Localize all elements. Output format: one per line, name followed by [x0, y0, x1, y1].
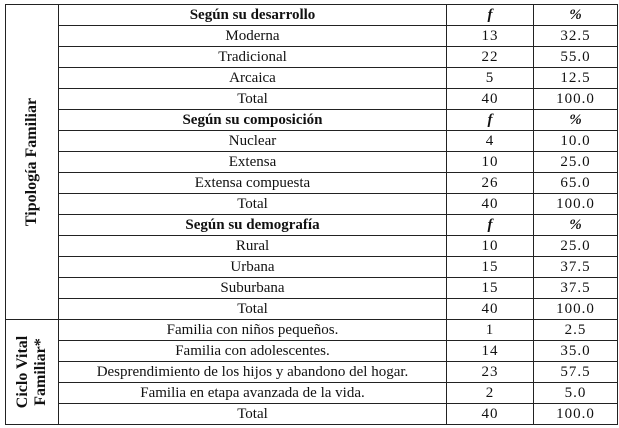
section-header-row	[6, 215, 618, 236]
row-percent: 32.5	[534, 26, 618, 47]
table-row	[6, 257, 618, 278]
row-label: Tradicional	[59, 47, 447, 68]
table-row	[6, 278, 618, 299]
table-row	[6, 320, 618, 341]
row-percent: 57.5	[534, 362, 618, 383]
row-percent: 25.0	[534, 236, 618, 257]
tipologia-side-label-cell	[6, 5, 59, 320]
row-percent: 100.0	[534, 89, 618, 110]
row-frequency: 26	[447, 173, 534, 194]
row-frequency: 22	[447, 47, 534, 68]
row-label: Familia con niños pequeños.	[59, 320, 447, 341]
frequency-table-container	[5, 4, 618, 425]
row-label: Moderna	[59, 26, 447, 47]
frequency-table	[5, 4, 618, 425]
row-frequency: 5	[447, 68, 534, 89]
table-row	[6, 341, 618, 362]
row-percent: 25.0	[534, 152, 618, 173]
total-row	[6, 194, 618, 215]
row-frequency: 14	[447, 341, 534, 362]
f-column-header: f	[447, 110, 534, 131]
section-title: Según su composición	[59, 110, 447, 131]
f-column-header: f	[447, 5, 534, 26]
table-row	[6, 362, 618, 383]
section-header-row	[6, 110, 618, 131]
row-label: Urbana	[59, 257, 447, 278]
percent-column-header: %	[534, 215, 618, 236]
row-percent: 65.0	[534, 173, 618, 194]
table-row	[6, 173, 618, 194]
row-frequency: 40	[447, 299, 534, 320]
total-row	[6, 404, 618, 425]
row-frequency: 40	[447, 404, 534, 425]
row-label: Rural	[59, 236, 447, 257]
row-frequency: 15	[447, 278, 534, 299]
row-percent: 2.5	[534, 320, 618, 341]
row-percent: 12.5	[534, 68, 618, 89]
row-label: Familia en etapa avanzada de la vida.	[59, 383, 447, 404]
row-label: Desprendimiento de los hijos y abandono del hogar.	[59, 362, 447, 383]
row-percent: 100.0	[534, 299, 618, 320]
row-percent: 55.0	[534, 47, 618, 68]
table-row	[6, 383, 618, 404]
row-frequency: 40	[447, 194, 534, 215]
row-label: Total	[59, 194, 447, 215]
row-frequency: 2	[447, 383, 534, 404]
row-percent: 35.0	[534, 341, 618, 362]
table-row	[6, 236, 618, 257]
row-label: Extensa	[59, 152, 447, 173]
row-frequency: 10	[447, 152, 534, 173]
ciclo-side-label	[14, 336, 50, 408]
table-row	[6, 26, 618, 47]
percent-column-header: %	[534, 110, 618, 131]
row-frequency: 23	[447, 362, 534, 383]
row-percent: 100.0	[534, 404, 618, 425]
row-percent: 37.5	[534, 278, 618, 299]
ciclo-side-label-cell	[6, 320, 59, 425]
row-percent: 37.5	[534, 257, 618, 278]
row-frequency: 40	[447, 89, 534, 110]
tipologia-side-label: Tipología Familiar	[23, 97, 40, 227]
total-row	[6, 89, 618, 110]
section-header-row	[6, 5, 618, 26]
row-frequency: 4	[447, 131, 534, 152]
f-column-header: f	[447, 215, 534, 236]
row-frequency: 15	[447, 257, 534, 278]
row-label: Nuclear	[59, 131, 447, 152]
total-row	[6, 299, 618, 320]
percent-column-header: %	[534, 5, 618, 26]
section-title: Según su desarrollo	[59, 5, 447, 26]
row-frequency: 1	[447, 320, 534, 341]
table-row	[6, 131, 618, 152]
row-frequency: 13	[447, 26, 534, 47]
table-row	[6, 47, 618, 68]
row-label: Total	[59, 404, 447, 425]
row-label: Arcaica	[59, 68, 447, 89]
row-percent: 5.0	[534, 383, 618, 404]
row-frequency: 10	[447, 236, 534, 257]
ciclo-side-label-line2: Familiar*	[32, 338, 49, 406]
section-title: Según su demografía	[59, 215, 447, 236]
table-row	[6, 68, 618, 89]
ciclo-side-label-line1: Ciclo Vital	[14, 335, 31, 409]
row-label: Suburbana	[59, 278, 447, 299]
table-row	[6, 152, 618, 173]
row-percent: 10.0	[534, 131, 618, 152]
row-label: Total	[59, 89, 447, 110]
row-label: Total	[59, 299, 447, 320]
row-percent: 100.0	[534, 194, 618, 215]
row-label: Familia con adolescentes.	[59, 341, 447, 362]
row-label: Extensa compuesta	[59, 173, 447, 194]
